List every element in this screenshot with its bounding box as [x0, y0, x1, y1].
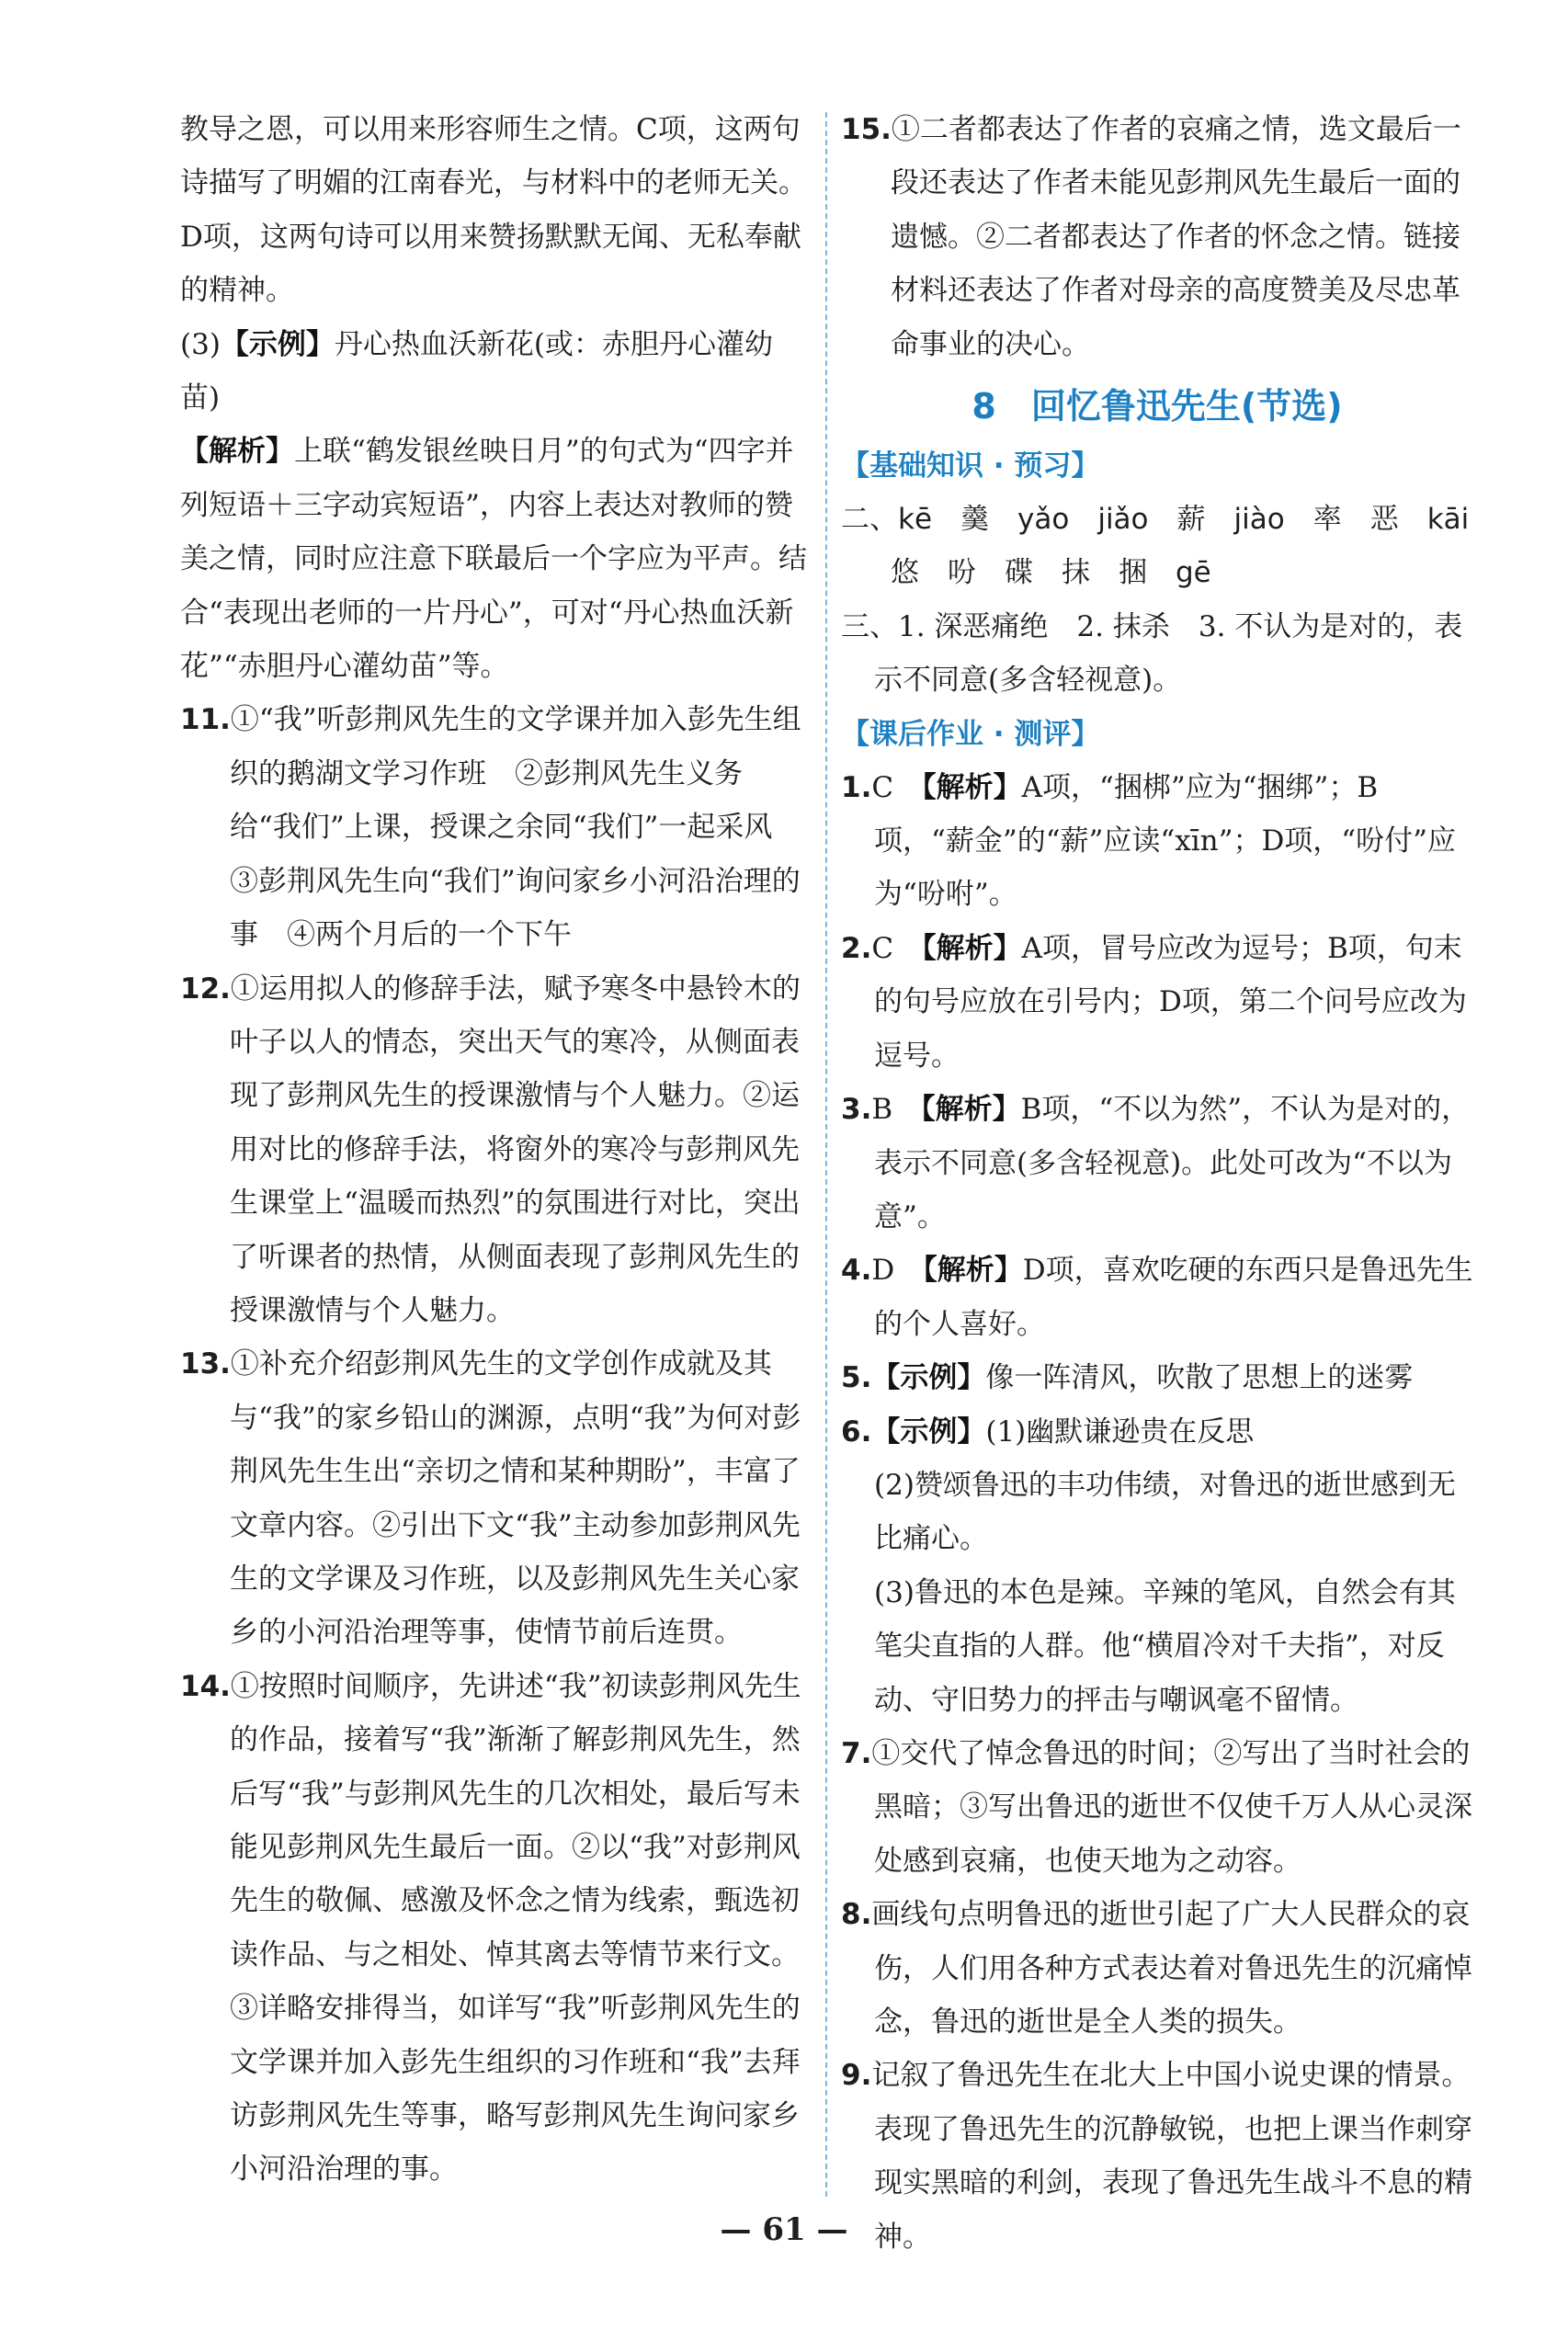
- example-tag: 【示例】: [871, 1361, 986, 1395]
- question-number: 12.: [180, 971, 231, 1006]
- page-number: — 61 —: [720, 2211, 848, 2248]
- example-text: (1)幽默谦逊贵在反思: [985, 1415, 1255, 1449]
- analysis-tag: 【解析】: [921, 1093, 1021, 1127]
- answer-number: 5.: [841, 1361, 872, 1395]
- answer-1: [841, 761, 1473, 922]
- answer-number: 9.: [841, 2059, 872, 2093]
- answer-text: ①“我”听彭荆风先生的文学课并加入彭先生组织的鹅湖文学习作班 ②彭荆风先生义务给“我们”上课，授课之余同“我们”一起采风 ③彭荆风先生向“我们”询问家乡小河沿治理的事 ④两个月后的一个下午: [230, 703, 801, 952]
- answer-choice: D: [871, 1254, 895, 1288]
- example-text: 像一阵清风，吹散了思想上的迷雾: [985, 1361, 1414, 1395]
- answer-choice: B: [871, 1093, 893, 1127]
- answer-2: [841, 922, 1473, 1083]
- example-text: 丹心热血沃新花(或：赤胆丹心灌幼苗): [180, 327, 774, 415]
- column-divider: [825, 112, 827, 2197]
- example-tag: 【示例】: [871, 1415, 986, 1449]
- analysis-paragraph: [180, 425, 809, 693]
- answer-6-part-3: (3)鲁迅的本色是辣。辛辣的笔风，自然会有其笔尖直指的人群。他“横眉冷对千夫指”，对反动、守旧势力的抨击与嘲讽毫不留情。: [874, 1575, 1456, 1717]
- part-label: 二、: [841, 503, 898, 537]
- answer-text: 画线句点明鲁迅的逝世引起了广大人民群众的哀伤，人们用各种方式表达着对鲁迅先生的沉痛悼念，鲁迅的逝世是全人类的损失。: [871, 1898, 1472, 2039]
- example-tag: 【示例】: [220, 327, 335, 361]
- section-title: 8 回忆鲁迅先生(节选): [971, 386, 1343, 427]
- question-12: [180, 962, 809, 1338]
- paragraph-continuation: 教导之恩，可以用来形容师生之情。C项，这两句诗描写了明媚的江南春光，与材料中的老师无关。D项，这两句诗可以用来赞扬默默无闻、无私奉献的精神。: [180, 113, 807, 308]
- answer-number: 4.: [841, 1254, 872, 1288]
- answer-3: [841, 1083, 1473, 1244]
- analysis-text: 上联“鹤发银丝映日月”的句式为“四字并列短语＋三字动宾短语”，内容上表达对教师的赞美之情，同时应注意下联最后一个字应为平声。结合“表现出老师的一片丹心”，可对“丹心热血沃新花”“赤胆丹心灌幼苗”等。: [180, 435, 807, 684]
- analysis-tag: 【解析】: [180, 435, 294, 469]
- analysis-text: D项，喜欢吃硬的东西只是鲁迅先生的个人喜好。: [874, 1254, 1473, 1341]
- left-column: [180, 103, 809, 2197]
- answer-choice: C: [871, 931, 894, 965]
- answer-text: ①补充介绍彭荆风先生的文学创作成就及其与“我”的家乡铅山的渊源，点明“我”为何对彭荆风先生生出“亲切之情和某种期盼”，丰富了文章内容。②引出下文“我”主动参加彭荆风先生的文学课及习作班，以及彭荆风先生关心家乡的小河沿治理等事，使情节前后连贯。: [230, 1347, 801, 1650]
- section-bar-basic: 【基础知识 · 预习】: [841, 449, 1100, 483]
- analysis-text: A项，冒号应改为逗号；B项，句末的句号应放在引号内；D项，第二个问号应改为逗号。: [874, 931, 1467, 1073]
- question-13: [180, 1337, 809, 1659]
- answer-number: 3.: [841, 1093, 872, 1127]
- answer-6-part-2: (2)赞颂鲁迅的丰功伟绩，对鲁迅的逝世感到无比痛心。: [874, 1468, 1456, 1556]
- question-15: [841, 103, 1473, 371]
- pinyin-line-2: 悠 吩 碟 抹 捆 gē: [891, 556, 1211, 590]
- analysis-tag: 【解析】: [922, 770, 1022, 804]
- right-column: [841, 103, 1473, 2264]
- question-number: 11.: [180, 703, 231, 737]
- question-number: 15.: [841, 113, 892, 146]
- answer-8: [841, 1888, 1473, 2049]
- question-14: [180, 1660, 809, 2197]
- answer-text: ①交代了悼念鲁迅的时间；②写出了当时社会的黑暗；③写出鲁迅的逝世不仅使千万人从心灵深处感到哀痛，也使天地为之动容。: [871, 1736, 1472, 1878]
- answer-text: ①二者都表达了作者的哀痛之情，选文最后一段还表达了作者未能见彭荆风先生最后一面的遗憾。②二者都表达了作者的怀念之情。链接材料还表达了作者对母亲的高度赞美及尽忠革命事业的决心。: [891, 113, 1461, 361]
- analysis-tag: 【解析】: [922, 931, 1022, 965]
- answer-choice: C: [871, 770, 894, 804]
- answer-number: 6.: [841, 1415, 872, 1449]
- part-label: 三、: [841, 609, 898, 643]
- answer-5: [841, 1351, 1473, 1404]
- analysis-tag: 【解析】: [923, 1254, 1023, 1288]
- pinyin-line-1: kē 羹 yǎo jiǎo 薪 jiào 率 恶 kāi: [898, 503, 1470, 537]
- answer-number: 1.: [841, 770, 872, 804]
- analysis-text: A项，“捆梆”应为“捆绑”；B项，“薪金”的“薪”应读“xīn”；D项，“吩付”应为“吩咐”。: [874, 770, 1457, 912]
- analysis-text: B项，“不以为然”，不认为是对的，表示不同意(多含轻视意)。此处可改为“不以为意”。: [874, 1093, 1471, 1233]
- answer-text: ①按照时间顺序，先讲述“我”初读彭荆风先生的作品，接着写“我”渐渐了解彭荆风先生，然后写“我”与彭荆风先生的几次相处，最后写未能见彭荆风先生最后一面。②以“我”对彭荆风先生的敬佩、感激及怀念之情为线索，甄选初读作品、与之相处、悼其离去等情节来行文。③详略安排得当，如详写“我”听彭荆风先生的文学课并加入彭先生组织的习作班和“我”去拜访彭荆风先生等事，略写彭荆风先生询问家乡小河沿治理的事。: [230, 1669, 801, 2187]
- answer-text: ①运用拟人的修辞手法，赋予寒冬中悬铃木的叶子以人的情态，突出天气的寒冷，从侧面表现了彭荆风先生的授课激情与个人魅力。②运用对比的修辞手法，将窗外的寒冷与彭荆风先生课堂上“温暖而热烈”的氛围进行对比，突出了听课者的热情，从侧面表现了彭荆风先生的授课激情与个人魅力。: [230, 971, 801, 1327]
- question-number: 14.: [180, 1669, 231, 1703]
- part-iii: [841, 600, 1473, 708]
- answer-4: [841, 1244, 1473, 1351]
- answer-3-example: [180, 318, 809, 426]
- answer-6: [841, 1405, 1473, 1459]
- answer-text: 记叙了鲁迅先生在北大上中国小说史课的情景。表现了鲁迅先生的沉静敏锐，也把上课当作刺穿现实黑暗的利剑，表现了鲁迅先生战斗不息的精神。: [871, 2059, 1472, 2254]
- answer-7: [841, 1727, 1473, 1888]
- question-number: 13.: [180, 1347, 231, 1381]
- section-bar-homework: 【课后作业 · 测评】: [841, 717, 1100, 751]
- sub-number: (3): [180, 327, 221, 361]
- answer-number: 8.: [841, 1898, 872, 1932]
- question-11: [180, 693, 809, 961]
- answer-number: 7.: [841, 1736, 872, 1770]
- answer-number: 2.: [841, 931, 872, 965]
- part-ii: [841, 493, 1473, 546]
- part-text: 1. 深恶痛绝 2. 抹杀 3. 不认为是对的，表示不同意(多含轻视意)。: [874, 609, 1463, 698]
